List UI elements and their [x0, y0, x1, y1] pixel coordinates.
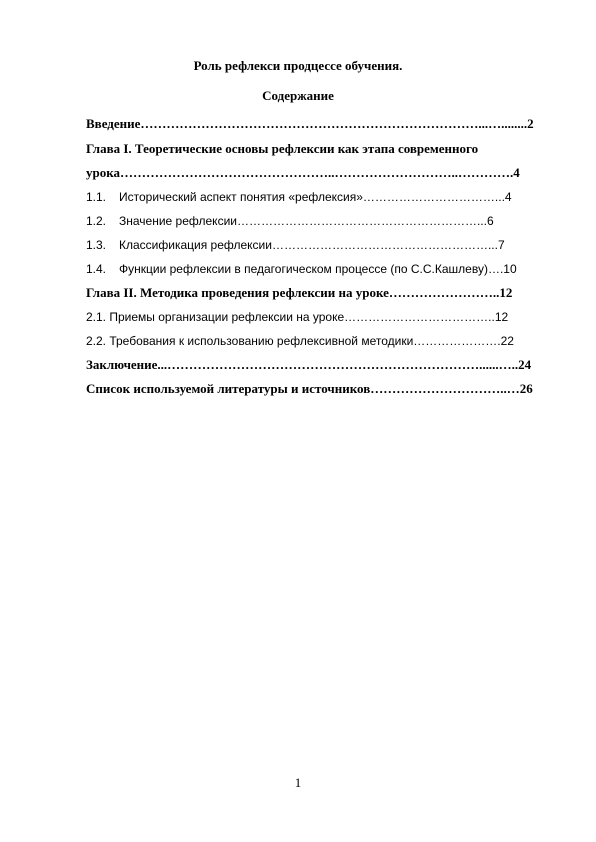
toc-entry-text: Заключение...………………………………………………………………......…..24 — [86, 357, 532, 372]
toc-entry-text: Функции рефлексии в педагогическом процессе (по С.С.Кашлеву)….10 — [119, 262, 517, 276]
toc-entry-number: 1.3. — [86, 238, 107, 252]
page-number: 1 — [294, 775, 302, 790]
toc-entry-chapter-2 — [86, 285, 512, 301]
toc-entry-1-2 — [86, 213, 494, 229]
toc-entry-text: Глава II. Методика проведения рефлексии на уроке……………………..12 — [86, 285, 513, 300]
toc-entry-number: 1.4. — [86, 262, 107, 276]
toc-heading: Содержание — [262, 88, 334, 103]
toc-entry-text: урока…………………………………………..………………………..………….4 — [86, 165, 520, 180]
toc-entry-text: 2.2. Требования к использованию рефлексивной методики………………….22 — [86, 334, 514, 348]
toc-entry-1-4 — [86, 261, 517, 277]
toc-entry-chapter-1 — [86, 141, 478, 157]
toc-entry-number: 1.2. — [86, 214, 107, 228]
toc-entry-number: 1.1. — [86, 190, 107, 204]
toc-entry-2-1 — [86, 309, 508, 325]
toc-entry-text: 2.1. Приемы организации рефлексии на уроке………………………………..12 — [86, 310, 509, 324]
toc-entry-text: Исторический аспект понятия «рефлексия»……………………………...4 — [119, 190, 512, 204]
toc-entry-introduction — [86, 116, 534, 132]
toc-entry-text: Значение рефлексии……………………………………………………...6 — [119, 214, 494, 228]
toc-entry-text: Глава I. Теоретические основы рефлексии как этапа современного — [86, 141, 479, 156]
toc-entry-conclusion — [86, 357, 531, 373]
toc-entry-text: Список используемой литературы и источников…………………………..…26 — [86, 381, 533, 396]
document-title: Роль рефлекси продцессе обучения. — [193, 58, 403, 73]
toc-entry-text: Введение……………………………………………………………………...…........2 — [86, 116, 534, 131]
toc-entry-1-1 — [86, 189, 512, 205]
toc-entry-2-2 — [86, 333, 514, 349]
toc-entry-1-3 — [86, 237, 505, 253]
toc-entry-text: Классификация рефлексии………………………………………………...7 — [119, 238, 505, 252]
toc-entry-chapter-1-continued — [86, 165, 520, 181]
toc-entry-references — [86, 381, 533, 397]
